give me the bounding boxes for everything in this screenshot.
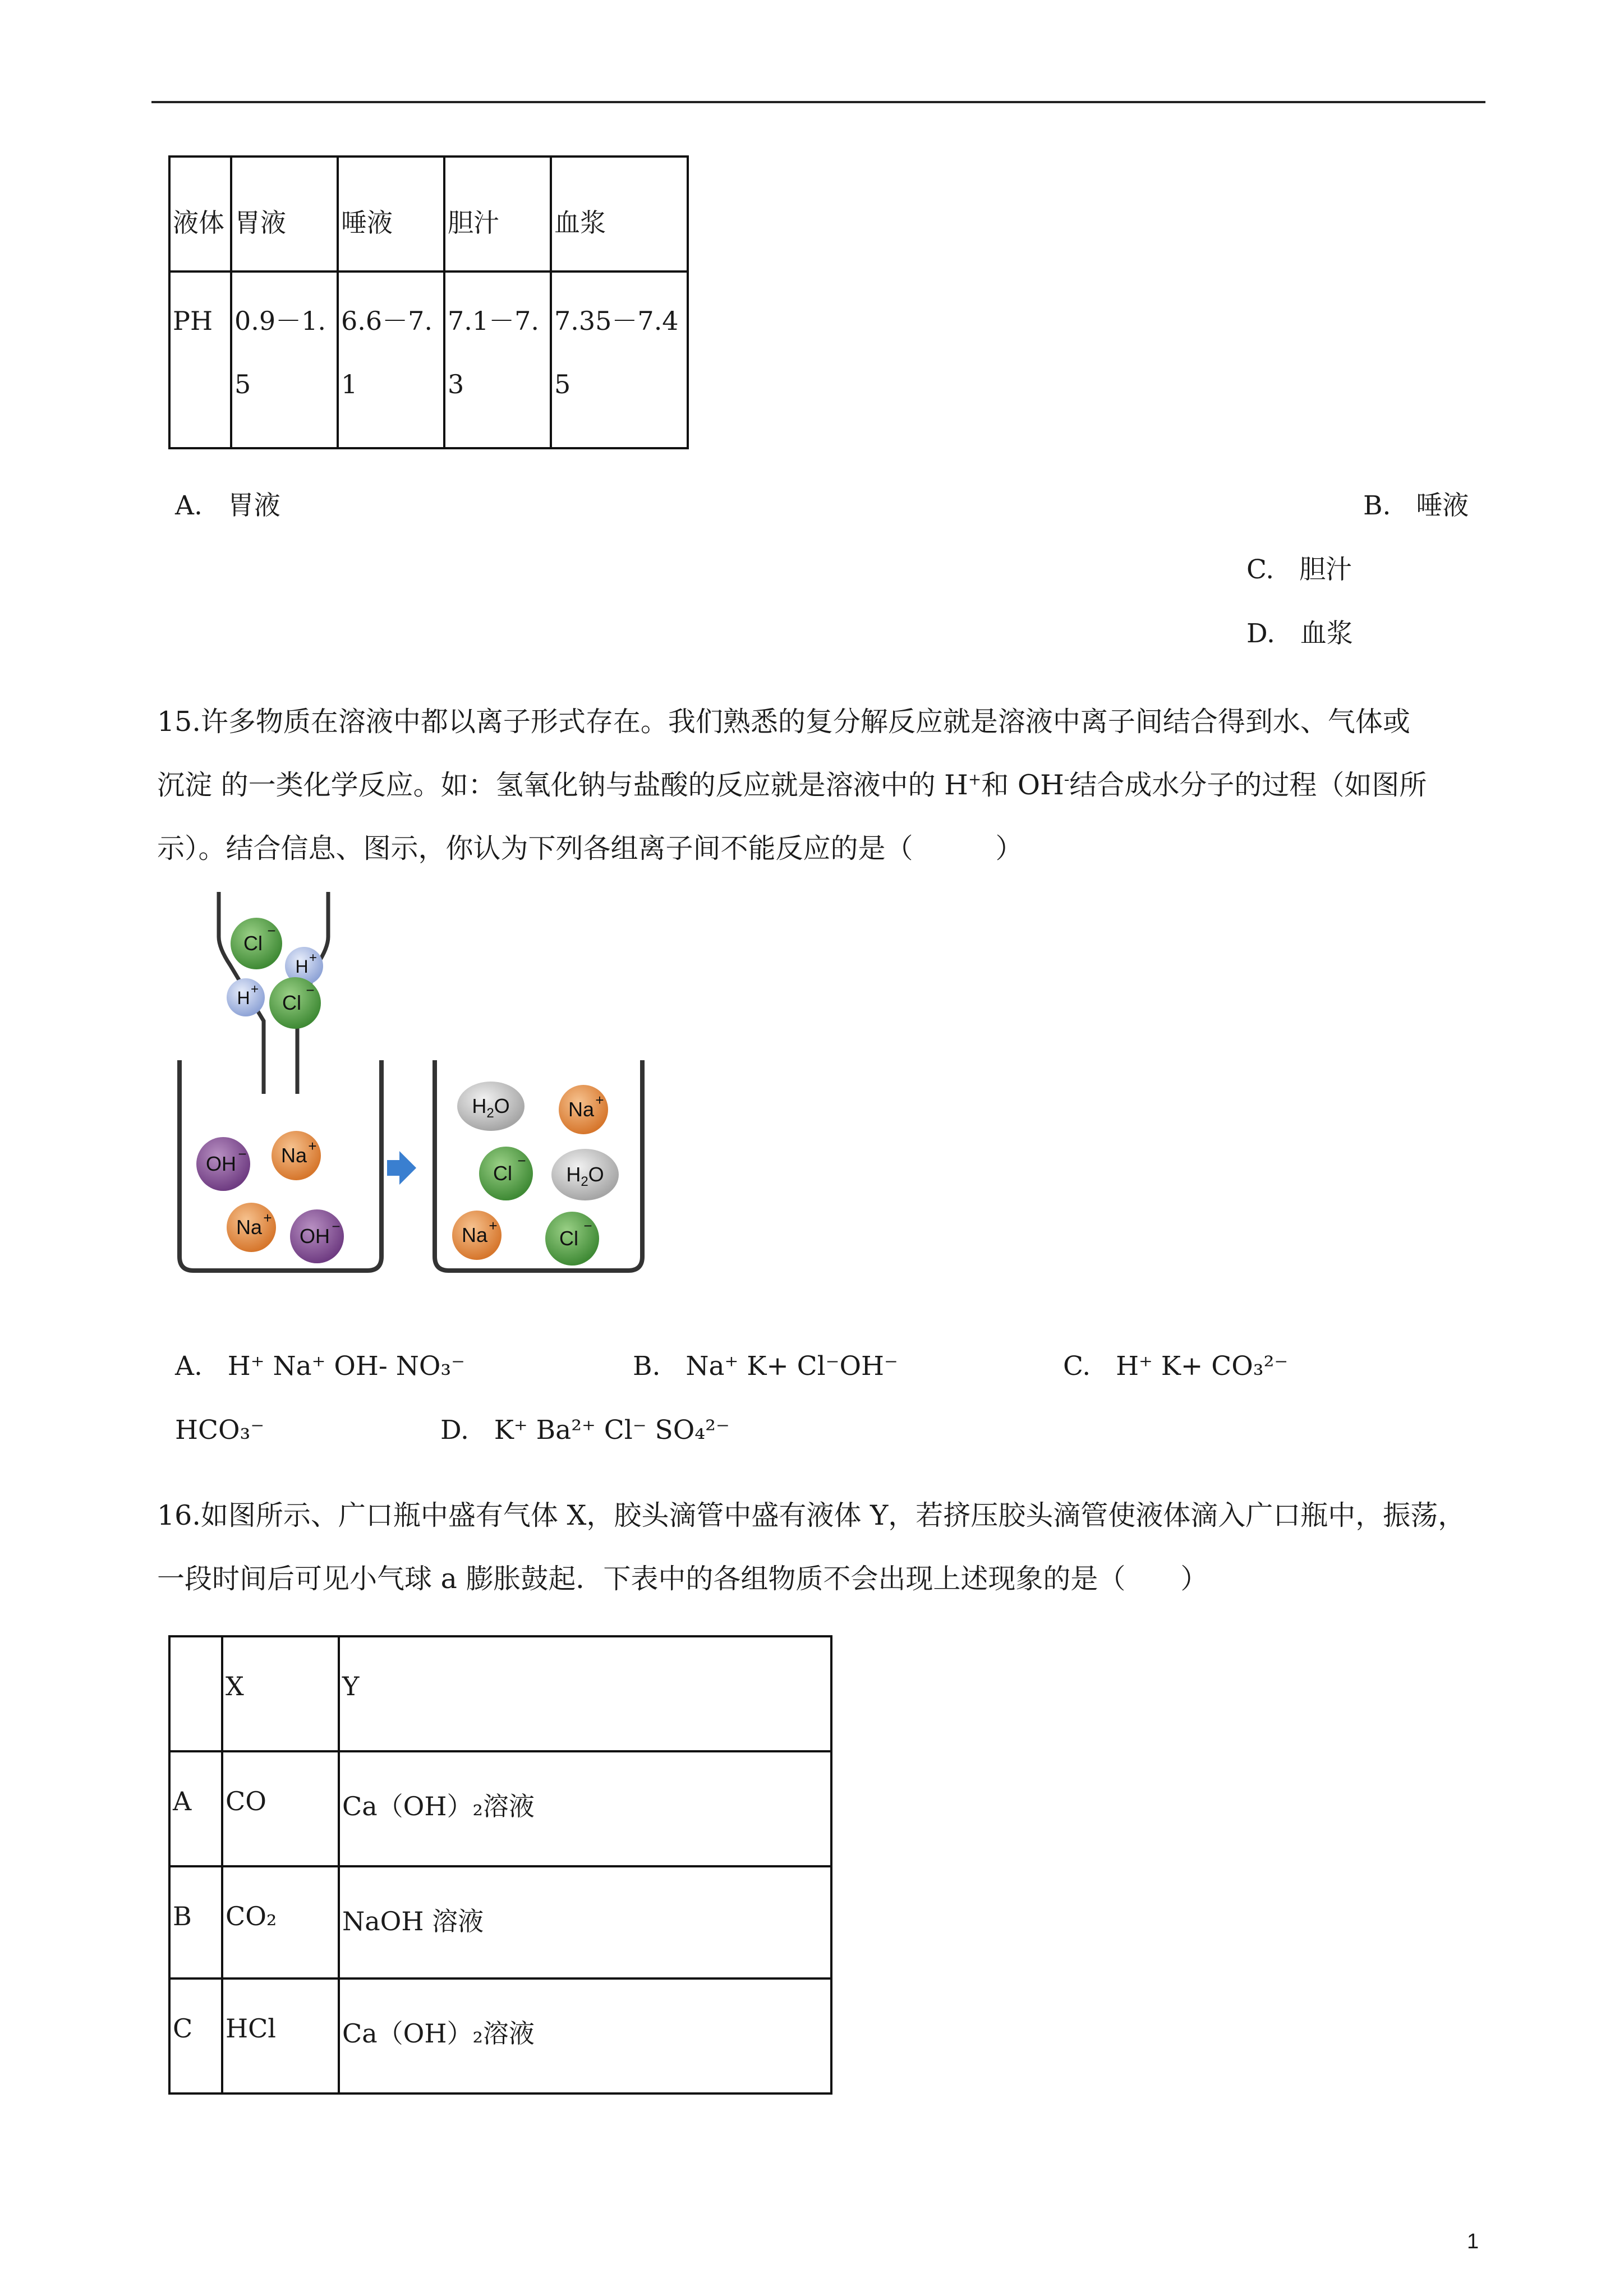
q14-option-c: C. 胆汁	[1246, 554, 1352, 585]
q15-line3: 示）。结合信息、图示，你认为下列各组离子间不能反应的是（ ）	[157, 832, 1023, 864]
svg-text:Na: Na	[236, 1216, 263, 1239]
svg-text:Cl: Cl	[493, 1162, 512, 1185]
ph-value-line: 7.35－7.4	[554, 306, 679, 336]
na-ion-icon	[559, 1085, 608, 1134]
xy-cell-y: Ca（OH）₂溶液	[339, 1978, 831, 2093]
svg-text:Cl: Cl	[282, 991, 301, 1014]
ph-value-cell	[444, 272, 551, 448]
svg-text:+: +	[263, 1209, 272, 1226]
ph-header-cell: 胆汁	[444, 157, 551, 272]
ph-table-value-row	[169, 272, 688, 448]
q15-option-a: A. H⁺ Na⁺ OH- NO₃⁻	[175, 1351, 465, 1382]
ph-header-cell: 液体	[169, 157, 231, 272]
xy-cell-y: NaOH 溶液	[339, 1866, 831, 1978]
xy-row-label: C	[169, 1978, 222, 2093]
svg-text:−: −	[267, 922, 276, 939]
ph-table-header-row	[169, 157, 688, 272]
ph-header-cell: 血浆	[551, 157, 688, 272]
xy-cell-y: Ca（OH）₂溶液	[339, 1751, 831, 1866]
cl-ion-icon	[545, 1212, 599, 1266]
svg-text:Cl: Cl	[243, 932, 263, 955]
xy-table-row	[169, 1978, 831, 2093]
ph-value-line: 5	[234, 369, 251, 399]
neutralization-figure	[163, 892, 656, 1296]
xy-table-row	[169, 1751, 831, 1866]
xy-cell-x: HCl	[222, 1978, 339, 2093]
svg-text:−: −	[583, 1217, 592, 1234]
ph-value-cell	[338, 272, 444, 448]
q14-option-d: D. 血浆	[1246, 618, 1353, 649]
xy-header-cell	[169, 1636, 222, 1751]
q15-line1: 15.许多物质在溶液中都以离子形式存在。我们熟悉的复分解反应就是溶液中离子间结合得到水、气体或	[157, 706, 1410, 738]
xy-header-cell: X	[222, 1636, 339, 1751]
xy-table-row	[169, 1866, 831, 1978]
svg-text:H2O: $H_2O$	[566, 1163, 604, 1189]
q15-option-b: B. Na⁺ K+ Cl⁻OH⁻	[633, 1351, 898, 1382]
q14-option-a: A. 胃液	[175, 490, 280, 521]
na-ion-icon	[452, 1211, 502, 1260]
q16-line2: 一段时间后可见小气球 a 膨胀鼓起．下表中的各组物质不会出现上述现象的是（ ）	[157, 1563, 1208, 1595]
q14-option-b: B. 唾液	[1363, 490, 1469, 521]
svg-text:OH: OH	[300, 1225, 330, 1248]
ph-value-line: 6.6－7.	[341, 306, 433, 336]
na-ion-icon	[272, 1131, 321, 1180]
xy-cell-x: CO₂	[222, 1866, 339, 1978]
xy-cell-x: CO	[222, 1751, 339, 1866]
q15-question	[157, 690, 1492, 880]
ph-table	[168, 155, 689, 449]
q16-line1: 16.如图所示、广口瓶中盛有气体 X，胶头滴管中盛有液体 Y，若挤压胶头滴管使液体滴入广口瓶中，振荡，	[157, 1499, 1466, 1531]
xy-row-label: B	[169, 1866, 222, 1978]
svg-text:Na: Na	[461, 1223, 488, 1246]
cl-ion-icon	[231, 918, 282, 969]
xy-table-header-row	[169, 1636, 831, 1751]
svg-text:+: +	[489, 1217, 498, 1234]
ph-value-line: 5	[554, 369, 571, 399]
svg-text:−: −	[238, 1145, 247, 1162]
svg-text:H: H	[295, 956, 309, 977]
cl-ion-icon	[269, 977, 321, 1029]
svg-text:Cl: Cl	[559, 1227, 578, 1250]
ph-header-cell: 唾液	[338, 157, 444, 272]
svg-text:+: +	[595, 1092, 604, 1108]
ph-row-label: PH	[169, 272, 231, 448]
h2o-molecule-icon	[551, 1149, 619, 1200]
svg-text:−: −	[517, 1152, 526, 1169]
svg-text:+: +	[308, 1138, 317, 1154]
xy-table	[168, 1635, 832, 2095]
svg-text:OH: OH	[206, 1152, 236, 1175]
svg-text:−: −	[332, 1218, 341, 1235]
xy-row-label: A	[169, 1751, 222, 1866]
ph-value-cell	[551, 272, 688, 448]
ph-value-line: 0.9－1.	[234, 306, 326, 336]
ph-value-line: 3	[448, 369, 464, 399]
ph-value-line: 1	[341, 369, 358, 399]
svg-text:H2O: $H_2O$	[472, 1094, 510, 1121]
arrow-right-icon	[387, 1151, 416, 1185]
svg-text:Na: Na	[280, 1144, 307, 1167]
xy-header-cell: Y	[339, 1636, 831, 1751]
svg-text:−: −	[306, 982, 315, 999]
cl-ion-icon	[479, 1147, 533, 1200]
h-ion-icon	[227, 978, 265, 1016]
h2o-molecule-icon	[457, 1082, 525, 1131]
svg-text:H: H	[237, 988, 250, 1008]
ph-header-cell: 胃液	[231, 157, 338, 272]
page-number: 1	[1467, 2230, 1479, 2253]
ph-value-line: 7.1－7.	[448, 306, 540, 336]
q15-option-c: C. H⁺ K+ CO₃²⁻	[1063, 1351, 1289, 1382]
ph-value-cell	[231, 272, 338, 448]
oh-ion-icon	[290, 1209, 344, 1263]
q15-option-c-continued: HCO₃⁻	[175, 1415, 265, 1446]
svg-text:+: +	[309, 950, 318, 965]
q16-question	[157, 1484, 1492, 1611]
header-rule	[151, 101, 1485, 103]
oh-ion-icon	[196, 1137, 250, 1191]
svg-text:+: +	[250, 982, 259, 997]
q15-line2: 沉淀 的一类化学反应。如：氢氧化钠与盐酸的反应就是溶液中的 H+和 OH-结合成水分子的过程（如图所	[157, 769, 1427, 801]
q15-option-d: D. K⁺ Ba²⁺ Cl⁻ SO₄²⁻	[440, 1415, 730, 1446]
na-ion-icon	[227, 1203, 276, 1252]
svg-text:Na: Na	[568, 1098, 595, 1121]
